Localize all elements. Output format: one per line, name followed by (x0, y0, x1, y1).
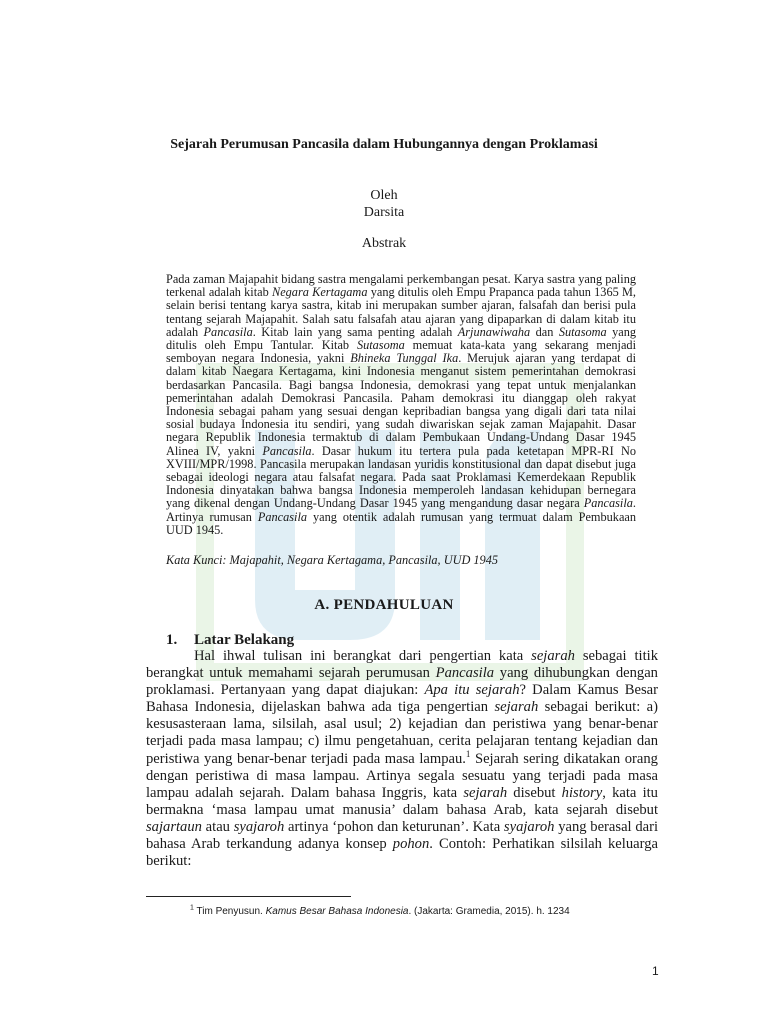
italic-span: sejarah (531, 648, 575, 664)
text-span: dan (530, 324, 559, 339)
text-span: Sejarah sering dikatakan orang dengan peristiwa di masa lampau. Artinya segala sesuatu yang terjadi pada masa lampau adalah sejarah. Dalam bahasa Inggris, kata (146, 750, 658, 801)
italic-span: Pancasila (435, 665, 495, 682)
italic-span: sajartaun (146, 818, 202, 835)
text-span: . (Jakarta: Gramedia, 2015). h. 1234 (408, 906, 570, 917)
text-span: memuat kata-kata yang sekarang menjadi semboyan negara Indonesia, yakni (166, 338, 636, 366)
abstract-heading: Abstrak (361, 236, 407, 251)
text-span: yang otentik adalah rumusan yang termuat dalam Pembukaan UUD 1945. (166, 509, 637, 537)
italic-span: Kamus Besar Bahasa Indonesia (265, 906, 409, 917)
subsection-heading (166, 632, 294, 649)
subsection-title: Latar Belakang (194, 632, 295, 648)
abstract-text (166, 273, 636, 537)
italic-span: sejarah (494, 699, 539, 716)
keywords: Kata Kunci: Majapahit, Negara Kertagama, Pancasila, UUD 1945 (166, 553, 499, 567)
footnote-ref: 1 (465, 748, 471, 759)
text-span: , kata itu bermakna ‘masa lampau umat manusia’ dalam bahasa Arab, kata sejarah disebut (146, 784, 658, 818)
author-name: Darsita (363, 205, 405, 220)
italic-span: Sutasoma (558, 324, 607, 339)
footnote-text (194, 906, 570, 917)
text-span: yang ditulis oleh Empu Tantular. Kitab (166, 324, 636, 353)
footnote-number: 1 (190, 904, 194, 912)
text-span: . Contoh: Perhatikan silsilah keluarga berikut: (146, 836, 658, 870)
text-span: Hal ihwal tulisan ini berangkat dari pengertian kata (194, 648, 532, 664)
text-span: disebut (507, 784, 562, 801)
text-span: atau (201, 818, 234, 835)
italic-span: syajaroh (503, 818, 555, 835)
text-span: Pada zaman Majapahit bidang sastra mengalami perkembangan pesat. Karya sastra yang paling terkenal adalah kitab (166, 272, 636, 300)
italic-span: syajaroh (233, 818, 285, 835)
italic-span: Pancasila (203, 324, 253, 339)
text-span: . Dasar hukum itu tertera pula pada ketetapan MPR-RI No XVIII/MPR/1998. Pancasila merupakan landasan yuridis konstitusional dan dapat disebut juga sebagai ideologi negara atau falsafat negara. Pada saat Proklamasi Kemerdekaan Republik Indonesia dinyatakan bahwa bangsa Indonesia memperoleh landasan kehidupan bernegara yang dikenal dengan Undang-Undang Dasar 1945 yang mengandung dasar negara (166, 443, 636, 511)
italic-span: Pancasila (583, 496, 633, 511)
page-number: 1 (652, 964, 659, 978)
text-span: yang berasal dari bahasa Arab terkandung adanya konsep (146, 818, 659, 853)
text-span: yang dihubungkan dengan proklamasi. Pertanyaan yang dapat diajukan: (146, 665, 658, 699)
subsection-number: 1. (166, 632, 178, 648)
body-paragraph (146, 648, 658, 870)
text-span: ? Dalam Kamus Besar Bahasa Indonesia, dijelaskan bahwa ada tiga pengertian (146, 682, 658, 716)
italic-span: Pancasila (257, 509, 308, 524)
italic-span: pohon (392, 836, 430, 853)
by-label: Oleh (370, 188, 398, 203)
text-span: sebagai berikut: a) kesusasteraan lama, silsilah, asal usul; 2) kejadian dan peristiwa yang benar-benar terjadi pada masa lampau; c) ilmu pengetahuan, cerita pelajaran tentang kejadian dan peristiwa yang benar-benar terjadi pada masa lampau. (146, 699, 659, 767)
text-span: yang ditulis oleh Empu Prapanca pada tahun 1365 M, selain berisi tentang karya sastra, kitab ini merupakan sumber ajaran, falsafah dan berisi pula tentang sejarah Majapahit. Salah satu falsafah atau ajaran yang dipaparkan di dalam kitab itu adalah (166, 285, 637, 339)
text-span: . Merujuk ajaran yang terdapat di dalam kitab Naegara Kertagama, kini Indonesia menganut sistem pemerintahan demokrasi berdasarkan Pancasila. Bagi bangsa Indonesia, demokrasi yang tepat untuk menjalankan pemerintahan adalah Demokrasi Pancasila. Paham demokrasi itu dianggap oleh rakyat Indonesia sebagai paham yang sesuai dengan kepribadian bangsa yang digali dari tata nilai sosial budaya Indonesia itu sendiri, yang sudah diwariskan sejak zaman Majapahit. Dasar negara Republik Indonesia termaktub di dalam Pembukaan Undang-Undang Dasar 1945 Alinea IV, yakni (166, 351, 636, 458)
italic-span: history (561, 784, 603, 801)
text-span: sebagai titik berangkat untuk memahami sejarah perumusan (146, 648, 658, 682)
section-heading: A. PENDAHULUAN (314, 597, 454, 613)
paper-title: Sejarah Perumusan Pancasila dalam Hubungannya dengan Proklamasi (170, 137, 598, 152)
italic-span: sejarah (463, 784, 508, 801)
footnote (190, 906, 570, 917)
italic-span: Apa itu sejarah (424, 682, 520, 699)
italic-span: Pancasila (262, 443, 312, 458)
italic-span: Arjunawiwaha (457, 324, 531, 339)
footnote-divider (146, 896, 351, 897)
text-span: . Kitab lain yang sama penting adalah (252, 324, 458, 339)
text-span: Tim Penyusun. (193, 906, 266, 917)
italic-span: Negara Kertagama (272, 285, 368, 300)
italic-span: Sutasoma (356, 338, 405, 353)
text-span: . Artinya rumusan (166, 496, 636, 524)
text-span: artinya ‘pohon dan keturunan’. Kata (284, 818, 504, 835)
italic-span: Bhineka Tunggal Ika (350, 351, 459, 366)
